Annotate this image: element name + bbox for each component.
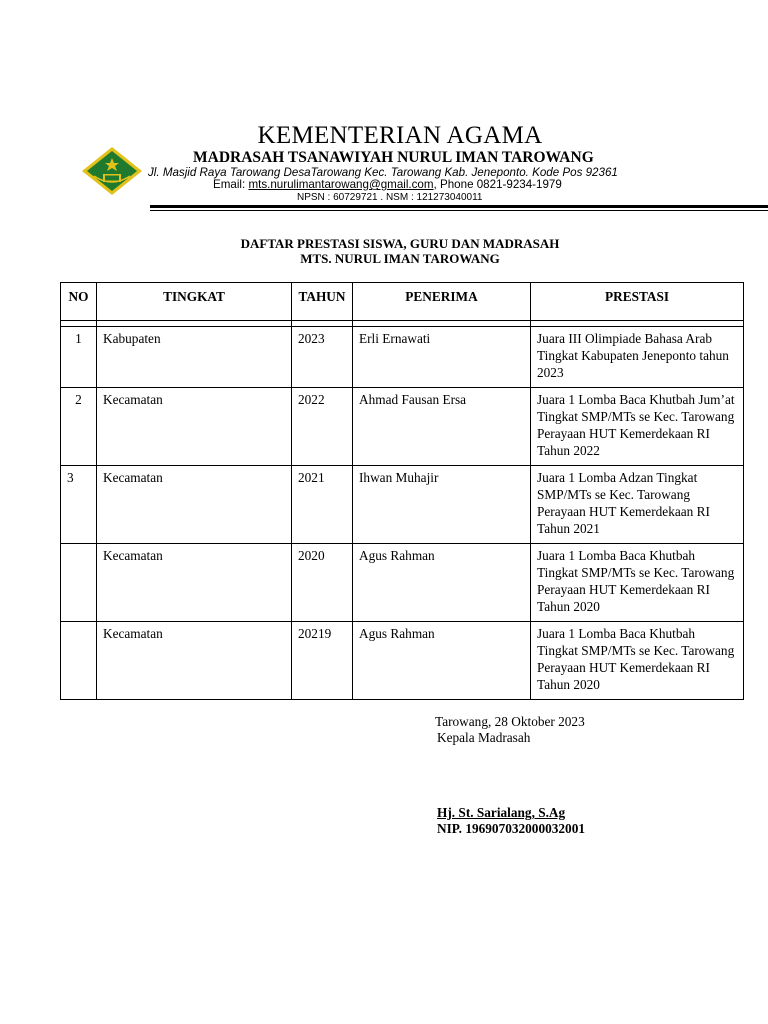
school-address: Jl. Masjid Raya Tarowang DesaTarowang Kec. Tarowang Kab. Jeneponto. Kode Pos 92361 xyxy=(148,166,618,179)
column-header-penerima: PENERIMA xyxy=(353,283,531,321)
cell-prestasi: Juara 1 Lomba Baca Khutbah Tingkat SMP/MTs se Kec. Tarowang Perayaan HUT Kemerdekaan RI Tahun 2020 xyxy=(531,622,744,700)
email-link[interactable]: mts.nurulimantarowang@gmail.com xyxy=(248,178,434,191)
signature-role: Kepala Madrasah xyxy=(437,730,531,745)
cell-no: 3 xyxy=(61,466,97,544)
signature-place-date: Tarowang, 28 Oktober 2023 xyxy=(435,714,585,729)
table-row xyxy=(61,327,744,388)
document-subtitle: MTS. NURUL IMAN TAROWANG xyxy=(300,251,500,266)
table-row xyxy=(61,544,744,622)
table-row xyxy=(61,622,744,700)
kemenag-logo-icon xyxy=(80,146,144,196)
column-header-tingkat: TINGKAT xyxy=(97,283,292,321)
cell-penerima: Ihwan Muhajir xyxy=(353,466,531,544)
email-label: Email: xyxy=(213,178,249,191)
cell-tahun: 20219 xyxy=(292,622,353,700)
cell-tingkat: Kecamatan xyxy=(97,388,292,466)
school-name: MADRASAH TSANAWIYAH NURUL IMAN TAROWANG xyxy=(193,149,594,166)
signatory-name: Hj. St. Sarialang, S.Ag xyxy=(437,805,566,820)
cell-penerima: Agus Rahman xyxy=(353,544,531,622)
npsn-nsm: NPSN : 60729721 . NSM : 121273040011 xyxy=(297,192,483,203)
cell-tahun: 2022 xyxy=(292,388,353,466)
cell-tingkat: Kecamatan xyxy=(97,544,292,622)
letterhead-divider-thick xyxy=(150,205,768,208)
table-row xyxy=(61,466,744,544)
cell-penerima: Erli Ernawati xyxy=(353,327,531,388)
phone-text: , Phone 0821-9234-1979 xyxy=(433,178,562,191)
column-header-tahun: TAHUN xyxy=(292,283,353,321)
cell-tingkat: Kecamatan xyxy=(97,622,292,700)
cell-tahun: 2020 xyxy=(292,544,353,622)
cell-tahun: 2023 xyxy=(292,327,353,388)
table-row xyxy=(61,388,744,466)
cell-penerima: Agus Rahman xyxy=(353,622,531,700)
cell-no xyxy=(61,622,97,700)
column-header-no: NO xyxy=(61,283,97,321)
cell-penerima: Ahmad Fausan Ersa xyxy=(353,388,531,466)
document-title: DAFTAR PRESTASI SISWA, GURU DAN MADRASAH xyxy=(240,236,560,251)
achievement-table xyxy=(60,282,744,700)
ministry-title: KEMENTERIAN AGAMA xyxy=(257,122,543,149)
letterhead-divider-thin xyxy=(150,210,768,211)
cell-no xyxy=(61,544,97,622)
contact-line xyxy=(213,178,562,191)
signatory-nip: NIP. 196907032000032001 xyxy=(437,821,585,836)
table-header-row xyxy=(61,283,744,321)
cell-tahun: 2021 xyxy=(292,466,353,544)
cell-tingkat: Kabupaten xyxy=(97,327,292,388)
cell-prestasi: Juara 1 Lomba Adzan Tingkat SMP/MTs se Kec. Tarowang Perayaan HUT Kemerdekaan RI Tahun 2021 xyxy=(531,466,744,544)
cell-no: 2 xyxy=(61,388,97,466)
cell-prestasi: Juara 1 Lomba Baca Khutbah Tingkat SMP/MTs se Kec. Tarowang Perayaan HUT Kemerdekaan RI Tahun 2020 xyxy=(531,544,744,622)
column-header-prestasi: PRESTASI xyxy=(531,283,744,321)
cell-tingkat: Kecamatan xyxy=(97,466,292,544)
cell-prestasi: Juara 1 Lomba Baca Khutbah Jum’at Tingkat SMP/MTs se Kec. Tarowang Perayaan HUT Kemerdekaan RI Tahun 2022 xyxy=(531,388,744,466)
cell-prestasi: Juara III Olimpiade Bahasa Arab Tingkat Kabupaten Jeneponto tahun 2023 xyxy=(531,327,744,388)
cell-no: 1 xyxy=(61,327,97,388)
